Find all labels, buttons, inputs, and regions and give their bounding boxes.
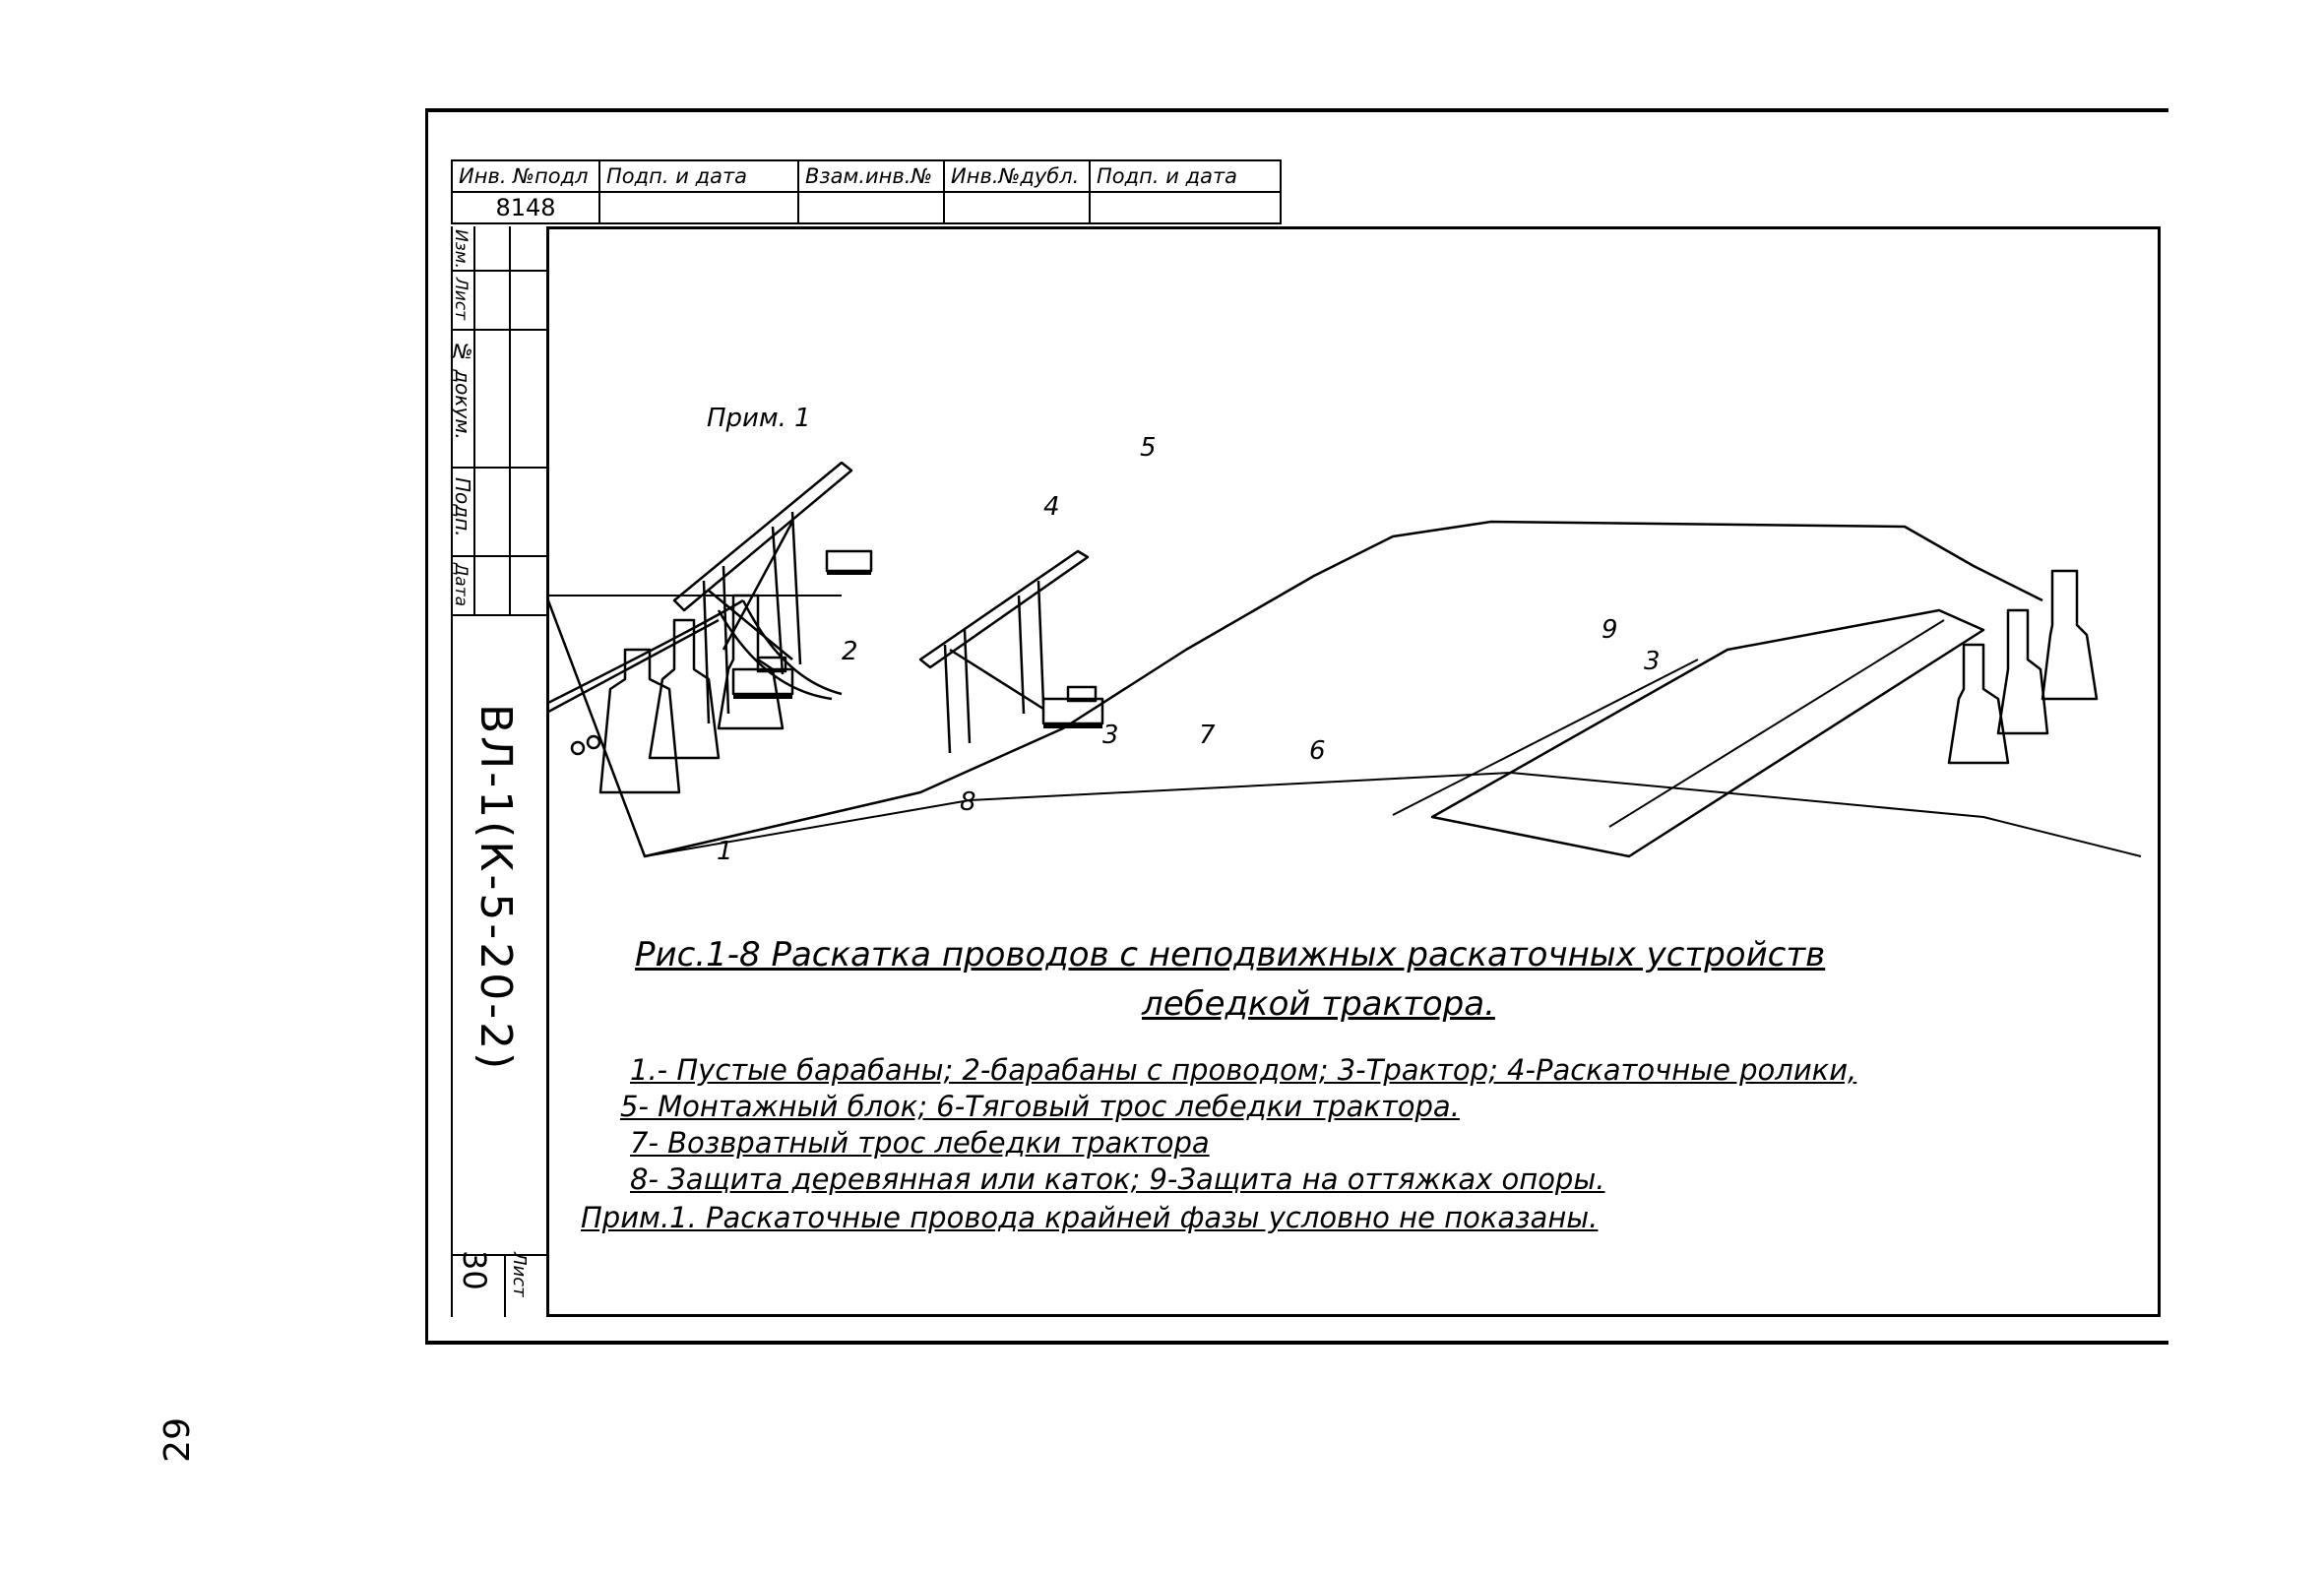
- cable-drums: [546, 716, 599, 784]
- callout-3b: 3: [1644, 647, 1661, 676]
- legend-line: 8- Защита деревянная или каток; 9-Защита на оттяжках опоры.: [630, 1162, 1605, 1196]
- stamp-header-row: [452, 160, 1281, 192]
- legend-line: 7- Возвратный трос лебедки трактора: [630, 1126, 1210, 1160]
- callout-3a: 3: [1102, 721, 1119, 750]
- legend-line: 1.- Пустые барабаны; 2-барабаны с проводом; 3-Трактор; 4-Раскаточные ролики,: [630, 1053, 1857, 1087]
- callout-6: 6: [1309, 736, 1326, 766]
- side-col-list: Лист: [451, 278, 471, 321]
- ground-line: [546, 522, 2042, 856]
- callout-5: 5: [1140, 433, 1157, 463]
- legend-line: 5- Монтажный блок; 6-Тяговый трос лебедки трактора.: [620, 1090, 1460, 1123]
- figure-title-line2: лебедкой трактора.: [1142, 984, 1495, 1024]
- support-tower-1: [674, 463, 851, 723]
- callout-7: 7: [1199, 721, 1216, 750]
- stamp-value-cell: [798, 192, 944, 223]
- stamp-header-cell: Взам.инв.№: [798, 160, 944, 192]
- document-code: ВЛ-1(К-5-20-2): [471, 704, 521, 1073]
- side-col-izm: Изм.: [451, 229, 471, 269]
- callout-1: 1: [717, 837, 733, 866]
- callout-9: 9: [1602, 615, 1618, 645]
- legend-note: Прим.1. Раскаточные провода крайней фазы условно не показаны.: [581, 1201, 1599, 1234]
- stamp-value-cell: [944, 192, 1090, 223]
- stamp-header-cell: Инв. №подл: [452, 160, 599, 192]
- side-col-sign: Подп.: [451, 477, 474, 537]
- stamp-value-cell: [599, 192, 798, 223]
- callout-note: Прим. 1: [707, 404, 811, 433]
- figure-title: Рис.1-8 Раскатка проводов с неподвижных раскаточных устройств: [635, 935, 1826, 974]
- tractor-2: [1043, 687, 1102, 726]
- side-col-date: Дата: [451, 563, 471, 607]
- concrete-foundations-right: [1949, 571, 2097, 763]
- page-number: 29: [157, 1417, 198, 1463]
- callout-2: 2: [842, 637, 858, 666]
- callout-8: 8: [960, 787, 976, 817]
- side-col-doc: № докум.: [451, 340, 474, 440]
- stamp-value-row: [452, 192, 1281, 223]
- callout-4: 4: [1043, 492, 1060, 522]
- sheet-label: Лист: [509, 1252, 530, 1297]
- stamp-header-cell: Инв.№дубл.: [944, 160, 1090, 192]
- wire-stringing-illustration: [546, 226, 2161, 915]
- stamp-header-cell: Подп. и дата: [1090, 160, 1281, 192]
- stamp-value-cell: 8148: [452, 192, 599, 223]
- sheet-number: 30: [456, 1250, 493, 1290]
- tractor-3: [827, 551, 871, 573]
- stamp-value-cell: [1090, 192, 1281, 223]
- stamp-table: [451, 159, 1282, 224]
- stamp-header-cell: Подп. и дата: [599, 160, 798, 192]
